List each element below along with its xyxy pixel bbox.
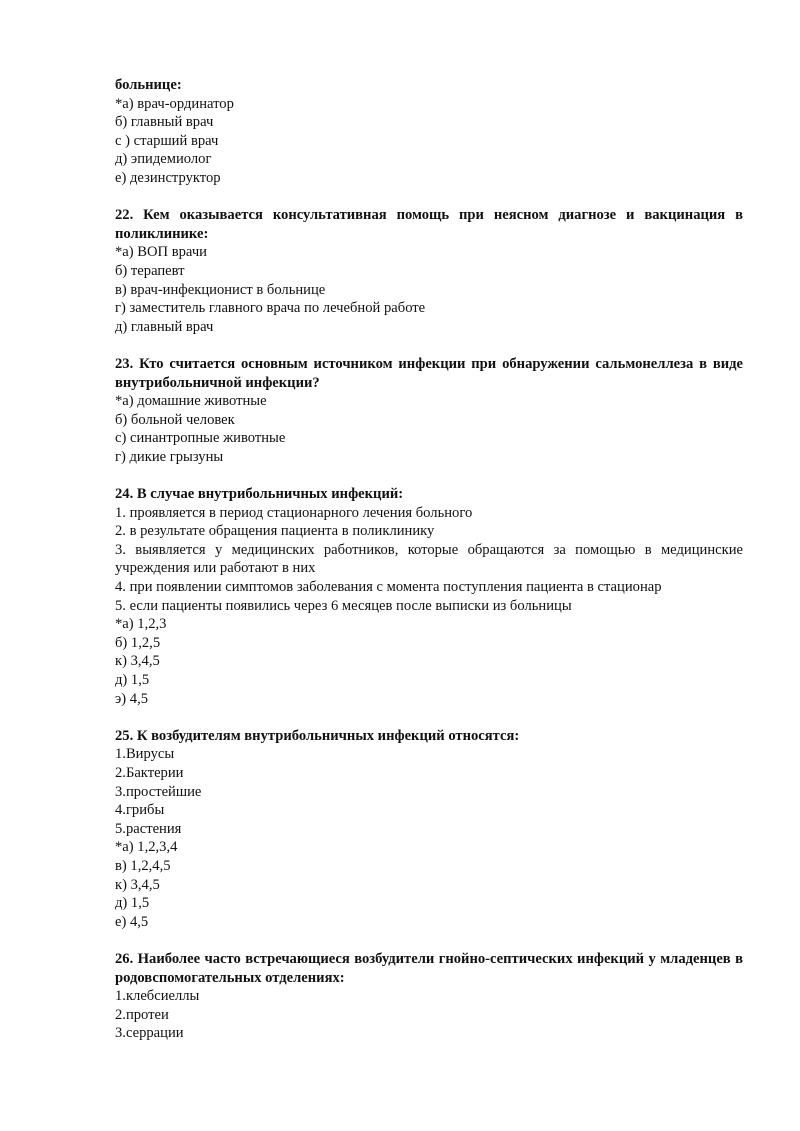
statement-item: 2.Бактерии	[115, 764, 184, 781]
statement-item: 1.Вирусы	[115, 746, 175, 763]
answer-option: э) 4,5	[115, 690, 149, 707]
question-title: 26. Наиболее часто встречающиеся возбудители гнойно-септических инфекций у младенцев в родовспомогательных отделениях:	[115, 950, 743, 986]
question-24-block	[115, 485, 743, 708]
statement-item: 5.растения	[115, 820, 182, 837]
question-25-block	[115, 727, 743, 932]
question-title: 23. Кто считается основным источником инфекции при обнаружении сальмонеллеза в виде внутрибольничной инфекции?	[115, 355, 743, 391]
statement-item: 4. при появлении симптомов заболевания с момента поступления пациента в стационар	[115, 579, 662, 596]
statement-item: 3. выявляется у медицинских работников, которые обращаются за помощью в медицинские учреждения или работают в них	[115, 541, 743, 577]
question-title: 22. Кем оказывается консультативная помощь при неясном диагнозе и вакцинация в поликлинике:	[115, 207, 743, 242]
answer-option: д) 1,5	[115, 672, 150, 688]
answer-option: к) 3,4,5	[115, 653, 160, 670]
document-page	[115, 76, 743, 1043]
answer-option: к) 3,4,5	[115, 876, 160, 893]
answer-option: д) главный врач	[115, 318, 214, 335]
question-23-block	[115, 355, 743, 467]
statement-item: 3.серрации	[115, 1025, 184, 1042]
answer-option: г) заместитель главного врача по лечебной работе	[115, 300, 426, 317]
question-22-block	[115, 206, 743, 336]
statement-item: 5. если пациенты появились через 6 месяцев после выписки из больницы	[115, 597, 572, 614]
question-26-block	[115, 950, 743, 1043]
statement-item: 1. проявляется в период стационарного лечения больного	[115, 504, 473, 521]
answer-option: г) дикие грызуны	[115, 448, 224, 465]
answer-option: в) 1,2,4,5	[115, 857, 171, 874]
answer-option: д) 1,5	[115, 895, 150, 912]
statement-item: 2.протеи	[115, 1006, 169, 1023]
answer-option: *а) 1,2,3	[115, 616, 167, 633]
answer-option: в) врач-инфекционист в больнице	[115, 281, 326, 298]
question-title-tail: больнице:	[115, 77, 182, 93]
question-21-block	[115, 76, 743, 188]
statement-item: 1.клебсиеллы	[115, 988, 200, 1005]
statement-item: 2. в результате обращения пациента в поликлинику	[115, 523, 435, 540]
answer-option: е) 4,5	[115, 913, 149, 930]
answer-option: с) синантропные животные	[115, 430, 286, 447]
answer-option: *а) домашние животные	[115, 393, 267, 410]
answer-option: б) терапевт	[115, 262, 185, 279]
answer-option: б) больной человек	[115, 411, 235, 428]
answer-option: б) главный врач	[115, 114, 214, 131]
question-title: 24. В случае внутрибольничных инфекций:	[115, 486, 404, 503]
answer-option: б) 1,2,5	[115, 634, 161, 651]
answer-option: *а) ВОП врачи	[115, 244, 207, 261]
answer-option: *а) врач-ординатор	[115, 95, 234, 112]
answer-option: е) дезинструктор	[115, 169, 221, 186]
statement-item: 3.простейшие	[115, 783, 202, 800]
statement-item: 4.грибы	[115, 802, 165, 819]
answer-option: с ) старший врач	[115, 132, 219, 149]
question-title: 25. К возбудителям внутрибольничных инфекций относятся:	[115, 727, 520, 744]
answer-option: *а) 1,2,3,4	[115, 839, 178, 856]
answer-option: д) эпидемиолог	[115, 151, 212, 168]
